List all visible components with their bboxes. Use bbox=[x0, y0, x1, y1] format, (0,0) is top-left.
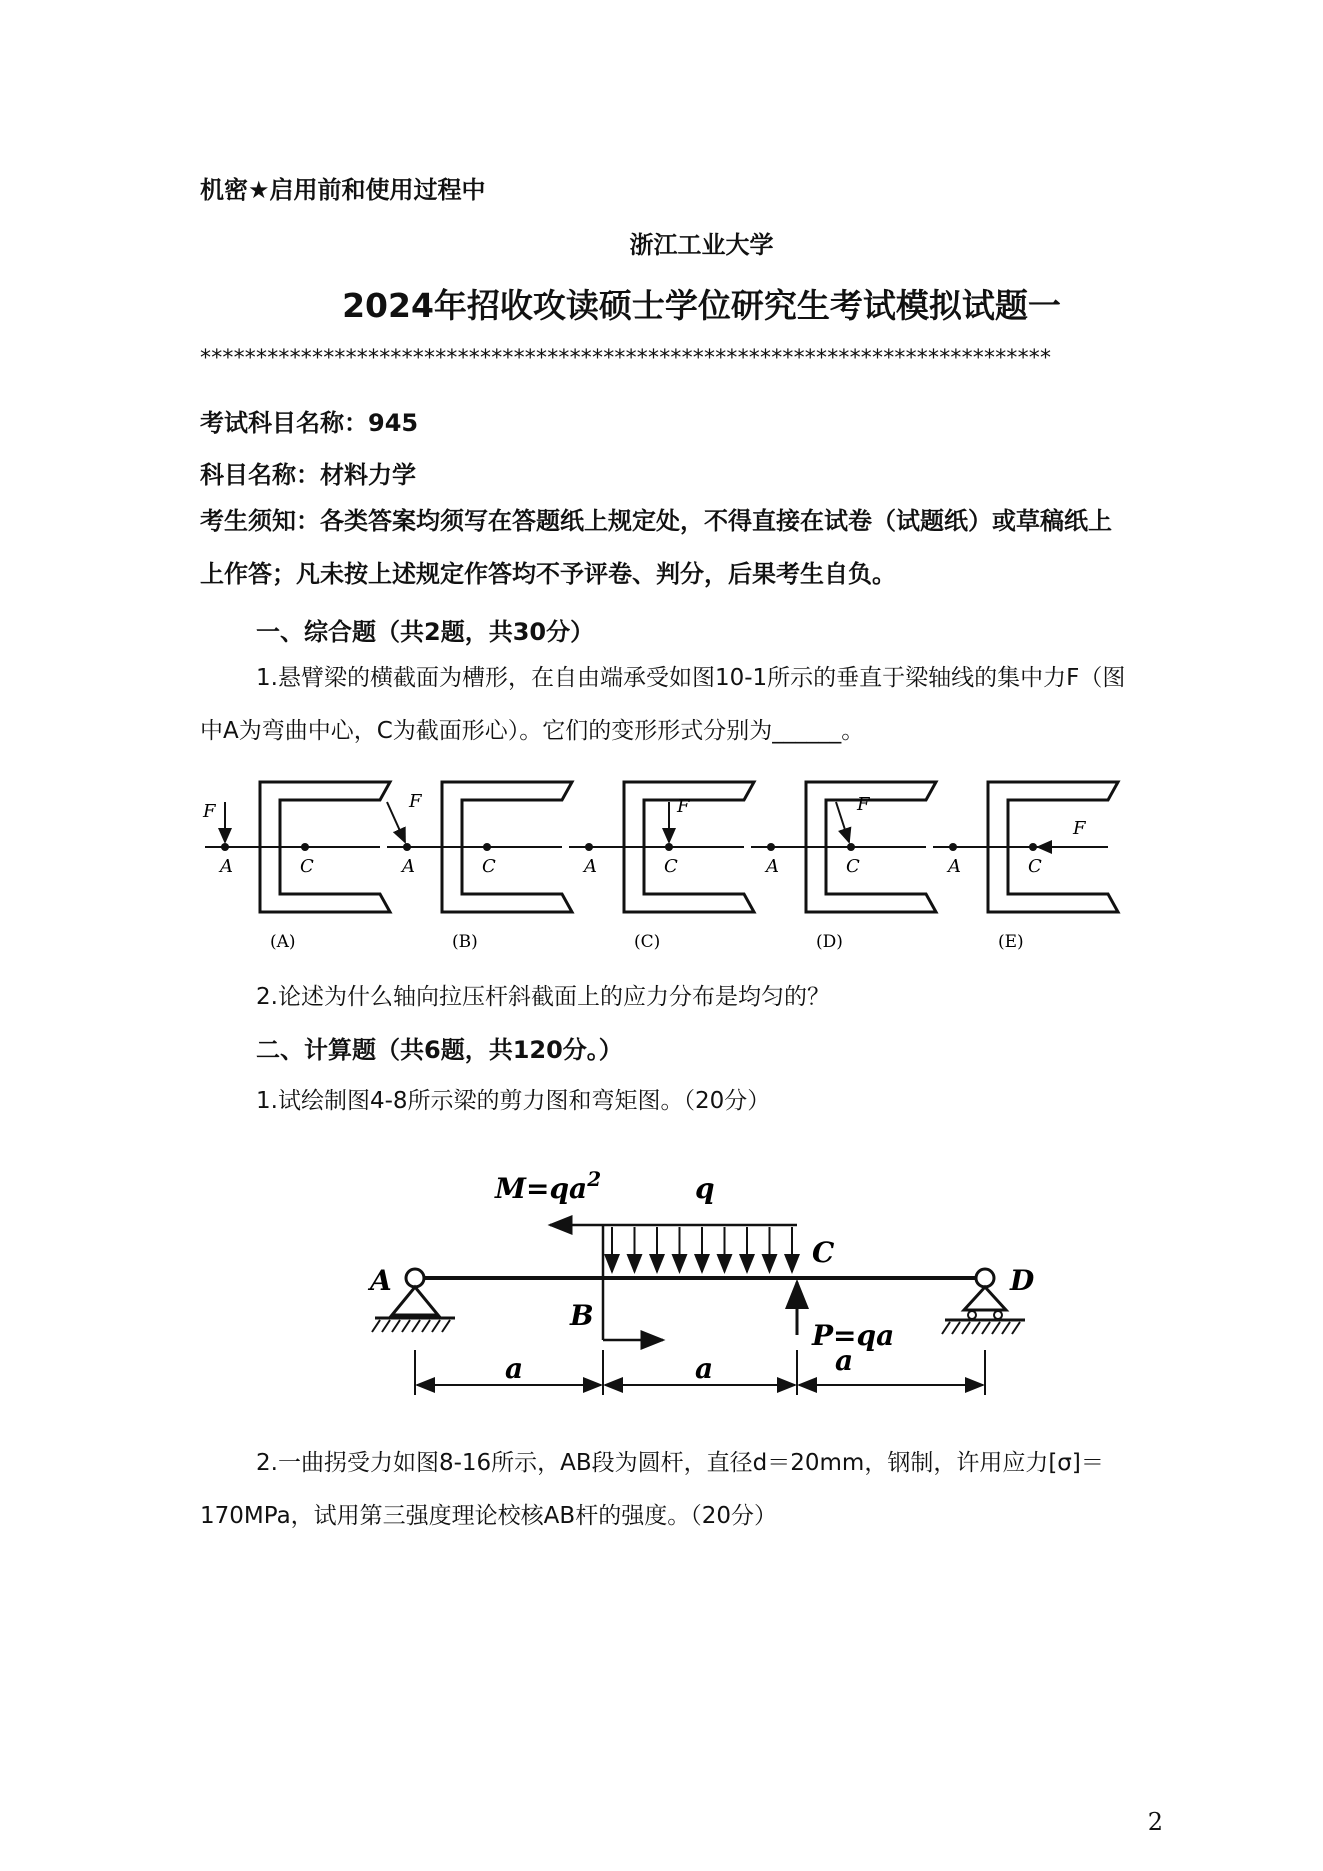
shear-center-dot bbox=[403, 843, 411, 851]
shear-center-label: A bbox=[766, 856, 779, 877]
centroid-dot bbox=[665, 843, 673, 851]
section1-heading: 一、综合题（共2题，共30分） bbox=[256, 618, 595, 646]
channel-section-figure bbox=[200, 772, 1140, 957]
panel-caption: (D) bbox=[816, 932, 843, 952]
panel-caption: (B) bbox=[452, 932, 478, 952]
section2-heading: 二、计算题（共6题，共120分。） bbox=[256, 1036, 623, 1064]
shear-center-label: A bbox=[584, 856, 597, 877]
centroid-label: C bbox=[482, 856, 496, 877]
subject-name: 科目名称：材料力学 bbox=[200, 461, 416, 489]
university-name: 浙江工业大学 bbox=[629, 231, 774, 259]
shear-center-dot bbox=[949, 843, 957, 851]
force-arrow bbox=[387, 802, 405, 842]
panel-caption: (E) bbox=[998, 932, 1024, 952]
point-d-label: D bbox=[1010, 1264, 1035, 1297]
exam-code: 考试科目名称：945 bbox=[200, 409, 419, 437]
centroid-dot bbox=[301, 843, 309, 851]
shear-center-dot bbox=[585, 843, 593, 851]
shear-center-label: A bbox=[220, 856, 233, 877]
force-label: F bbox=[677, 796, 690, 817]
centroid-dot bbox=[1029, 843, 1037, 851]
distributed-load bbox=[603, 1225, 797, 1272]
centroid-label: C bbox=[300, 856, 314, 877]
centroid-dot bbox=[483, 843, 491, 851]
point-c-label: C bbox=[812, 1236, 835, 1269]
load-q-label: q bbox=[695, 1172, 715, 1205]
centroid-label: C bbox=[1028, 856, 1042, 877]
panel-caption: (C) bbox=[634, 932, 661, 952]
force-p-label: P=qa bbox=[812, 1319, 895, 1352]
channel-panel bbox=[387, 782, 572, 952]
exam-title: 2024年招收攻读硕士学位研究生考试模拟试题一 bbox=[342, 286, 1061, 325]
shear-center-dot bbox=[221, 843, 229, 851]
moment-symbol bbox=[550, 1225, 663, 1340]
centroid-label: C bbox=[846, 856, 860, 877]
centroid-dot bbox=[847, 843, 855, 851]
force-label: F bbox=[857, 794, 870, 815]
channel-panel bbox=[569, 782, 754, 952]
span-ab-label: a bbox=[505, 1352, 524, 1385]
force-label: F bbox=[203, 801, 216, 822]
span-bc-label: a bbox=[695, 1352, 714, 1385]
point-a-label: A bbox=[370, 1264, 392, 1297]
panel-caption: (A) bbox=[270, 932, 296, 952]
exam-notice: 考生须知：各类答案均须写在答题纸上规定处，不得直接在试卷（试题纸）或草稿纸上上作答；凡未按上述规定作答均不予评卷、判分，后果考生自负。 bbox=[200, 507, 1112, 588]
beam-figure bbox=[350, 1150, 1050, 1415]
channel-panel bbox=[751, 782, 936, 952]
channel-panel bbox=[933, 782, 1118, 952]
confidential-note: 机密★启用前和使用过程中 bbox=[200, 176, 486, 204]
shear-center-dot bbox=[767, 843, 775, 851]
span-cd-label: a bbox=[835, 1344, 854, 1377]
page-number: 2 bbox=[1147, 1808, 1163, 1836]
shear-center-label: A bbox=[948, 856, 961, 877]
channel-panel bbox=[202, 782, 390, 952]
section1-question1: 1.悬臂梁的横截面为槽形，在自由端承受如图10-1所示的垂直于梁轴线的集中力F（图中A为弯曲中心，C为截面形心）。它们的变形形式分别为______。 bbox=[200, 665, 1126, 744]
section2-question2: 2.一曲拐受力如图8-16所示，AB段为圆杆，直径d＝20mm，钢制，许用应力[σ]＝170MPa，试用第三强度理论校核AB杆的强度。（20分） bbox=[200, 1450, 1104, 1529]
section2-question1: 1.试绘制图4-8所示梁的剪力图和弯矩图。（20分） bbox=[256, 1088, 771, 1114]
moment-label: $M=qa^2$ bbox=[495, 1167, 602, 1205]
point-b-label: B bbox=[570, 1299, 594, 1332]
section1-question2: 2.论述为什么轴向拉压杆斜截面上的应力分布是均匀的？ bbox=[256, 984, 830, 1010]
force-label: F bbox=[1073, 818, 1086, 839]
force-arrow bbox=[836, 802, 849, 842]
force-label: F bbox=[409, 791, 422, 812]
separator-stars: **************************************************************************** bbox=[200, 346, 1052, 371]
centroid-label: C bbox=[664, 856, 678, 877]
shear-center-label: A bbox=[402, 856, 415, 877]
